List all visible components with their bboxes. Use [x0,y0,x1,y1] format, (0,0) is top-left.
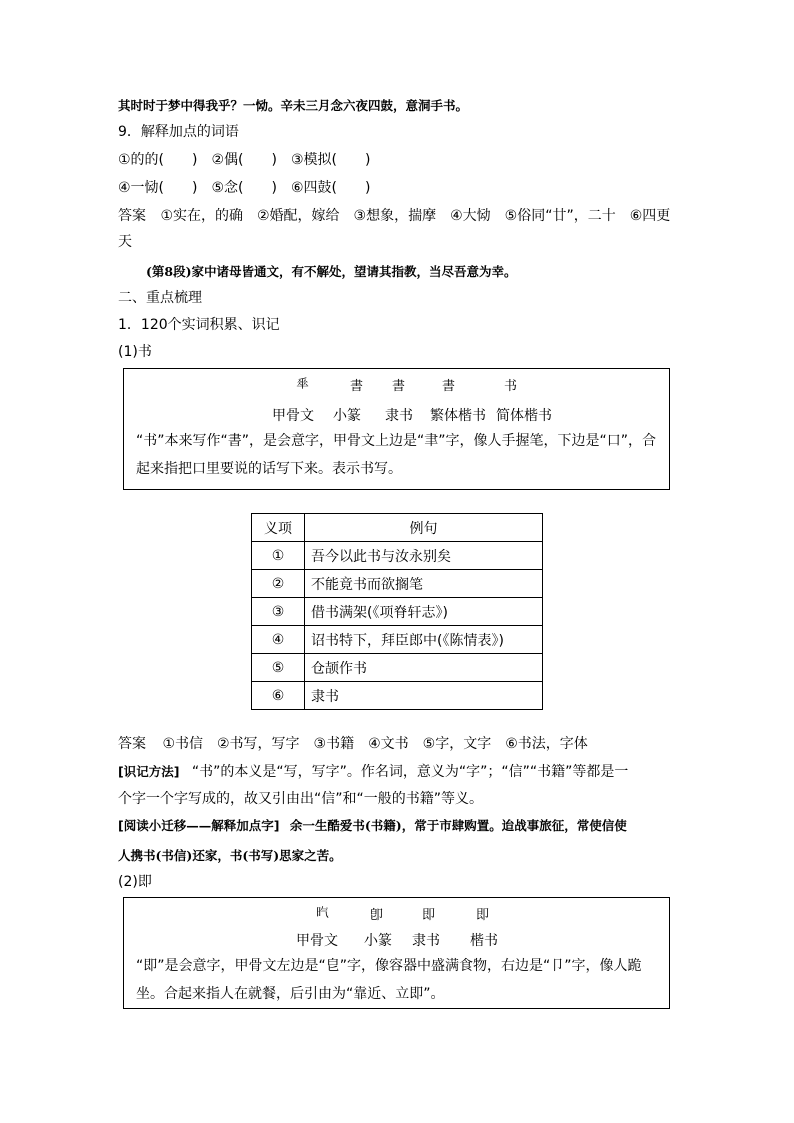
q9-answer-cont: 天 [118,234,132,250]
q9-answer-label: 答案 [118,208,146,224]
shu-description: “书”本来写作“書”，是会意字，甲骨文上边是“聿”字，像人手握笔，下边是“口”，合起来指把口里要说的话写下来。表示书写。 [136,433,657,477]
row-num: ① [252,542,305,570]
shu-transfer-cont: 人携书(书信)还家，书(书写)思家之苦。 [118,848,342,863]
transfer-label: [阅读小迁移——解释加点字] [118,818,280,833]
ji-heading: (2)即 [118,874,152,890]
glyph-traditional: 書 [442,379,456,394]
row-num: ③ [252,598,305,626]
method-text: “书”的本义是“写，写字”。作名词，意义为“字”；“信”“书籍”等都是一 [191,764,629,780]
header-example: 例句 [305,514,543,542]
table-row [252,626,543,654]
glyph-regular: 即 [476,908,490,923]
sub-heading: 1．120个实词积累、识记 [118,317,280,333]
label-oracle: 甲骨文 [272,408,314,424]
transfer-text: 余一生酷爱书(书籍)，常于市肆购置。迨战事旅征，常使信使 [289,818,627,833]
row-example: 诏书特下，拜臣郎中(《陈情表》) [305,626,543,654]
row-example: 不能竟书而欲搁笔 [305,570,543,598]
table-header-row [252,514,543,542]
q9-answer-text: ①实在，的确 ②婚配，嫁给 ③想象，揣摩 ④大恸 ⑤俗同“廿”，二十 ⑥四更 [160,208,671,224]
table-row [252,542,543,570]
shu-method [118,762,628,782]
shu-heading: (1)书 [118,344,152,360]
shu-glyph-row [124,375,669,397]
q9-title: 9．解释加点的词语 [118,124,239,140]
label-oracle: 甲骨文 [296,933,338,949]
q9-row1: ①的的( ) ②偶( ) ③模拟( ) [118,152,371,168]
table-row [252,682,543,710]
top-line: 其时时于梦中得我乎？一恸。辛未三月念六夜四鼓，意洞手书。 [118,98,469,113]
label-seal: 小篆 [333,408,361,424]
shu-answer [118,734,588,754]
glyph-clerical: 即 [422,908,436,923]
glyph-oracle: 𠦬 [296,377,310,392]
label-simplified: 简体楷书 [496,408,552,424]
shu-etymology-box [123,368,670,490]
glyph-oracle: 𣅠 [316,906,330,921]
row-example: 吾今以此书与汝永别矣 [305,542,543,570]
label-seal: 小篆 [364,933,392,949]
table-row [252,654,543,682]
para8-line: (第8段)家中诸母皆通文，有不解处，望请其指教，当尽吾意为幸。 [146,264,517,279]
shu-answer-text: ①书信 ②书写，写字 ③书籍 ④文书 ⑤字，文字 ⑥书法，字体 [162,736,588,752]
q9-row2: ④一恸( ) ⑤念( ) ⑥四鼓( ) [118,180,371,196]
row-num: ⑤ [252,654,305,682]
label-regular: 楷书 [470,933,498,949]
method-label: [识记方法] [118,764,180,779]
ji-glyph-row [124,904,669,926]
glyph-seal: 書 [350,379,364,394]
table-row [252,570,543,598]
header-meaning: 义项 [252,514,305,542]
shu-answer-label: 答案 [118,736,146,752]
section-heading: 二、重点梳理 [118,290,202,306]
row-example: 借书满架(《项脊轩志》) [305,598,543,626]
q9-answer [118,206,670,226]
glyph-seal: 卽 [370,908,384,923]
row-num: ④ [252,626,305,654]
label-clerical: 隶书 [385,408,413,424]
ji-etymology-box [123,897,670,1009]
label-traditional: 繁体楷书 [430,408,486,424]
shu-method-cont: 个字一个字写成的，故又引由出“信”和“一般的书籍”等义。 [118,791,484,807]
label-clerical: 隶书 [412,933,440,949]
row-num: ② [252,570,305,598]
glyph-clerical: 書 [392,379,406,394]
table-row [252,598,543,626]
shu-transfer [118,816,627,836]
row-example: 隶书 [305,682,543,710]
row-example: 仓颉作书 [305,654,543,682]
glyph-simplified: 书 [504,379,518,394]
ji-description: “即”是会意字，甲骨文左边是“皀”字，像容器中盛满食物，右边是“卩”字，像人跪坐。合起来指人在就餐，后引由为“靠近、立即”。 [136,958,642,1002]
row-num: ⑥ [252,682,305,710]
meaning-table [251,513,543,710]
